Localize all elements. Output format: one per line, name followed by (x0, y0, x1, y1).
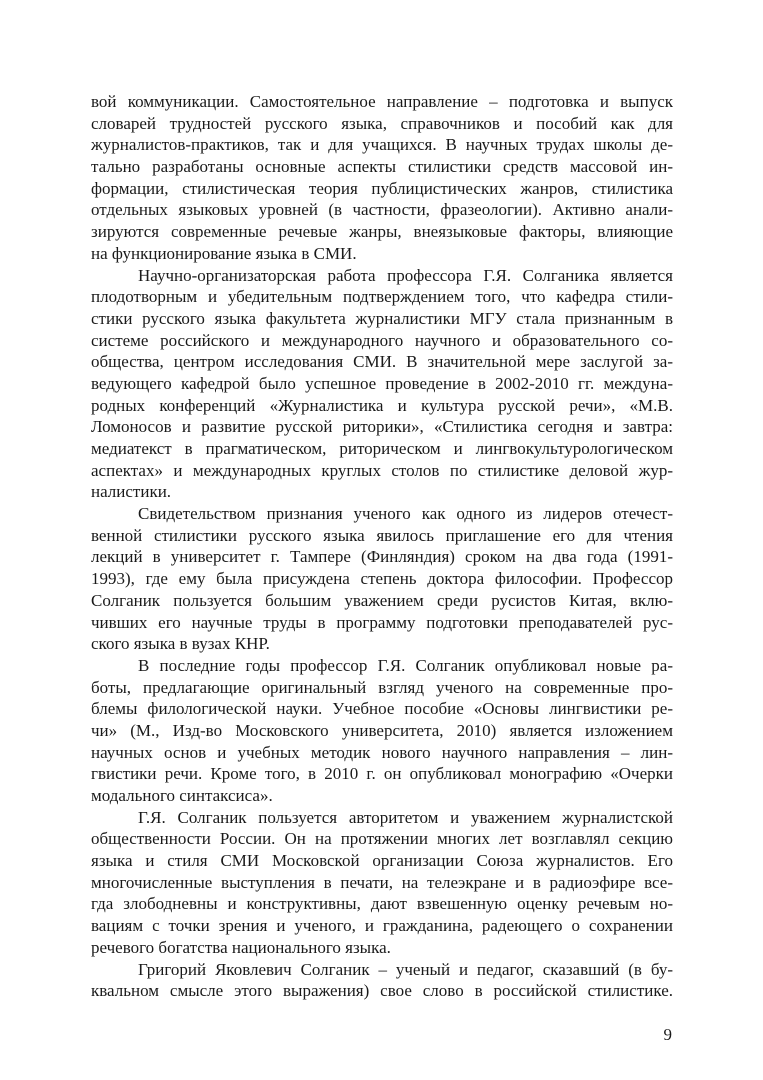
text-line: журналистов-практиков, так и для учащихся. В научных трудах школы де- (91, 135, 673, 155)
text-line: медиатекст в прагматическом, риторическом и лингвокультурологическом (91, 439, 673, 458)
text-line: венной стилистики русского языка явилось приглашение его для чтения (91, 525, 673, 545)
text-line: чивших его научные труды в программу подготовки преподавателей рус- (91, 612, 673, 632)
text-line: Г.Я. Солганик пользуется авторитетом и уважением журналистской (138, 807, 673, 827)
text-line: боты, предлагающие оригинальный взгляд ученого на современные про- (91, 677, 673, 697)
text-line: ского языка в вузах КНР. (91, 634, 270, 654)
text-line: вациям с точки зрения и ученого, и гражданина, радеющего о сохранении (91, 916, 673, 936)
text-line: общественности России. Он на протяжении многих лет возглавлял секцию (91, 829, 673, 849)
text-line: гда злободневны и конструктивны, дают взвешенную оценку речевым но- (91, 894, 673, 914)
text-line: словарей трудностей русского языка, справочников и пособий как для (91, 113, 673, 133)
page (91, 91, 673, 1046)
text-line: вой коммуникации. Самостоятельное направление – подготовка и выпуск (91, 92, 673, 111)
text-line: гвистики речи. Кроме того, в 2010 г. он опубликовал монографию «Очерки (91, 764, 673, 784)
text-line: Ломоносов и развитие русской риторики», «Стилистика сегодня и завтра: (91, 417, 673, 437)
text-line: налистики. (91, 482, 172, 502)
text-line: квальном смысле этого выражения) свое слово в российской стилистике. (91, 981, 673, 1001)
text-line: тально разработаны основные аспекты стилистики средств массовой ин- (91, 157, 673, 177)
text-line: стики русского языка факультета журналистики МГУ стала признанным в (91, 308, 673, 328)
paragraph (91, 959, 673, 1002)
text-line: блемы филологической науки. Учебное пособие «Основы лингвистики ре- (91, 699, 673, 719)
text-line: на функционирование языка в СМИ. (91, 243, 357, 263)
text-line: чи» (М., Изд-во Московского университета, 2010) является изложением (91, 720, 673, 740)
paragraph (91, 265, 673, 504)
text-line: родных конференций «Журналистика и культура русской речи», «М.В. (91, 395, 673, 415)
paragraph (91, 503, 673, 655)
text-line: многочисленные выступления в печати, на телеэкране и в радиоэфире все- (91, 872, 673, 892)
text-line: Григорий Яковлевич Солганик – ученый и педагог, сказавший (в бу- (138, 959, 673, 979)
text-line: научных основ и учебных методик нового научного направления – лин- (91, 742, 673, 762)
text-line: 1993), где ему была присуждена степень доктора философии. Профессор (91, 569, 673, 589)
paragraph (91, 91, 673, 265)
text-line: модального синтаксиса». (91, 786, 273, 805)
text-line: общества, центром исследования СМИ. В значительной мере заслугой за- (91, 352, 673, 372)
text-line: лекций в университет г. Тампере (Финляндия) сроком на два года (1991- (91, 547, 673, 567)
text-line: речевого богатства национального языка. (91, 937, 391, 957)
page-number: 9 (663, 1024, 672, 1044)
text-line: Солганик пользуется большим уважением среди русистов Китая, вклю- (91, 590, 673, 610)
text-line: плодотворным и убедительным подтверждением того, что кафедра стили- (91, 287, 673, 307)
text-line: отдельных языковых уровней (в частности, фразеологии). Активно анали- (91, 200, 673, 220)
page-body (91, 91, 673, 1002)
text-line: аспектах» и международных круглых столов по стилистике деловой жур- (91, 460, 673, 480)
text-line: языка и стиля СМИ Московской организации Союза журналистов. Его (91, 851, 673, 871)
text-line: Научно-организаторская работа профессора Г.Я. Солганика является (138, 265, 673, 285)
text-line: ведующего кафедрой было успешное проведение в 2002-2010 гг. междуна- (91, 373, 673, 393)
text-line: В последние годы профессор Г.Я. Солганик опубликовал новые ра- (138, 655, 673, 675)
text-line: зируются современные речевые жанры, внеязыковые факторы, влияющие (91, 222, 673, 242)
paragraph (91, 807, 673, 959)
text-line: системе российского и международного научного и образовательного со- (91, 330, 673, 350)
paragraph (91, 655, 673, 807)
text-line: формации, стилистическая теория публицистических жанров, стилистика (91, 178, 673, 198)
text-line: Свидетельством признания ученого как одного из лидеров отечест- (138, 504, 673, 524)
